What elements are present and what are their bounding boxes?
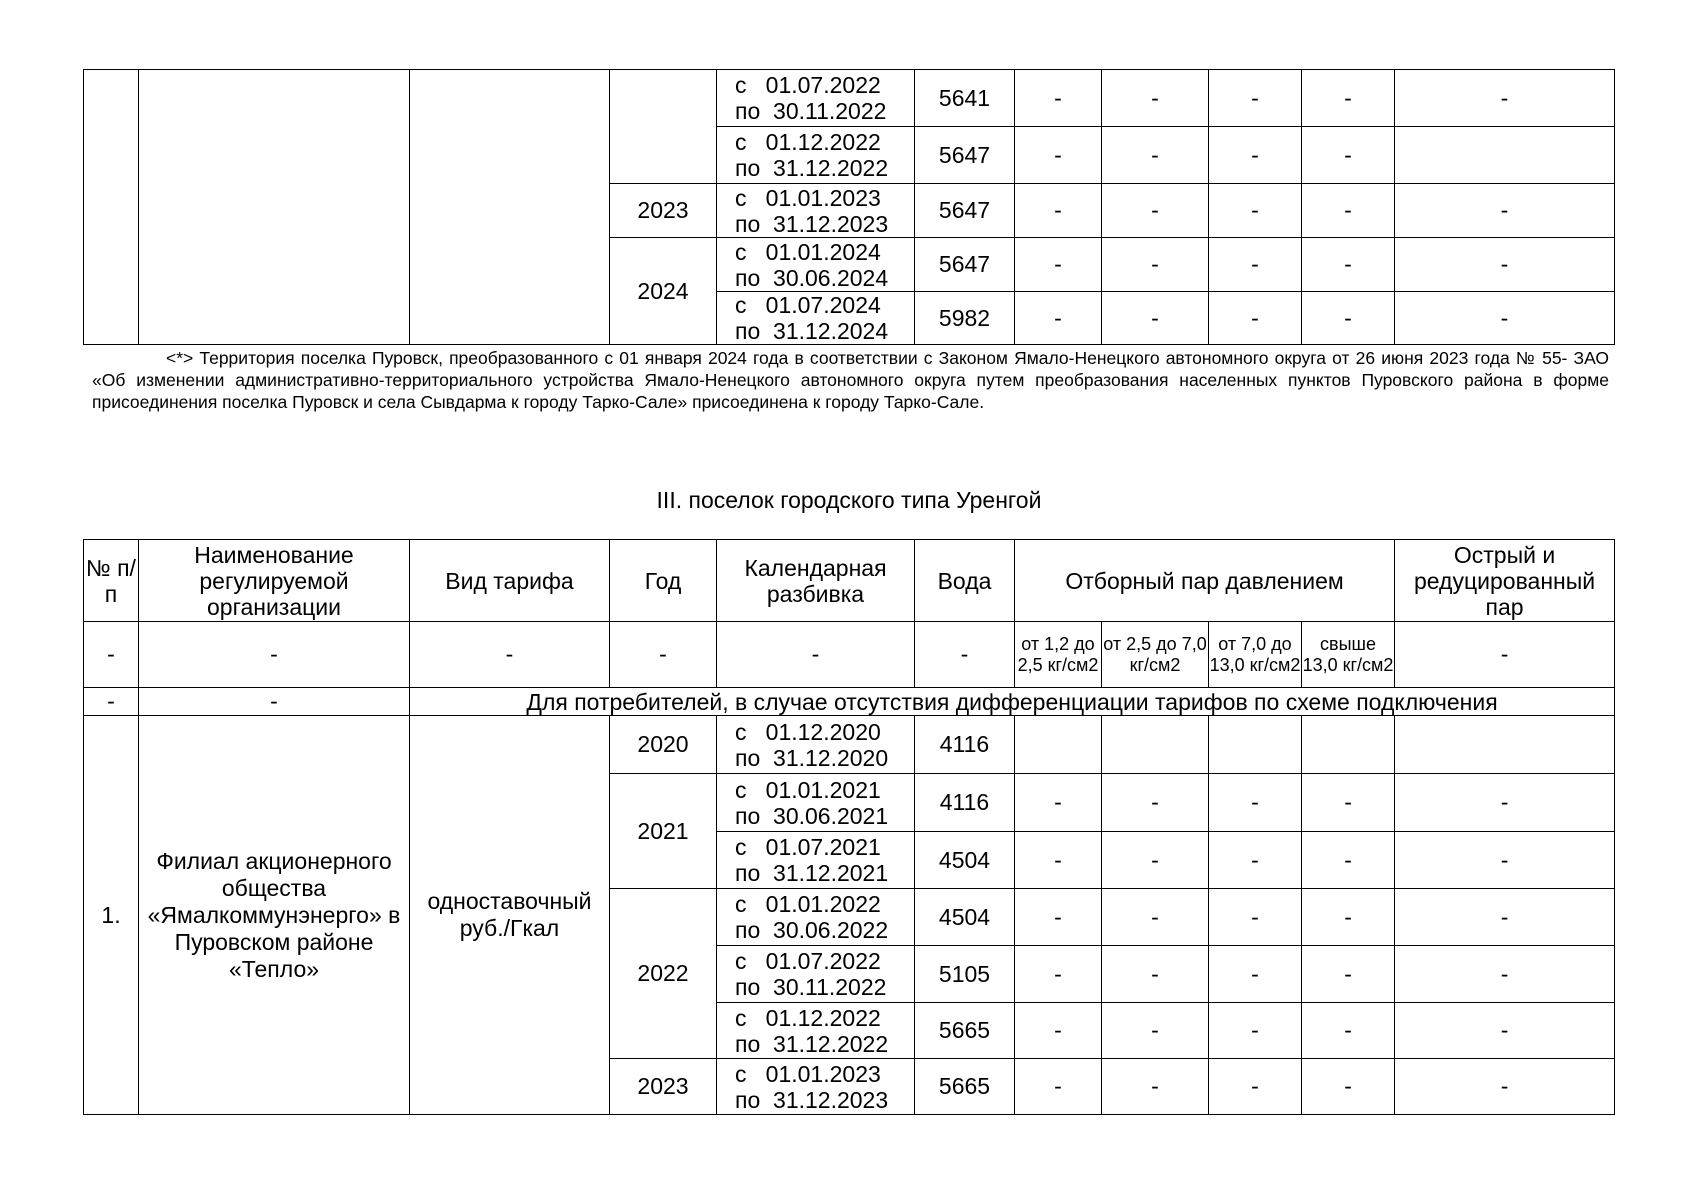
consumers-row (84, 688, 1615, 716)
water-value: 4116 (915, 774, 1015, 832)
steam-p2-value: - (1102, 292, 1209, 345)
org-name: Филиал акционерного общества «Ямалкоммунэнерго» в Пуровском районе «Тепло» (139, 716, 410, 1115)
header-steam: Отборный пар давлением (1015, 540, 1395, 622)
steam-p2-value: - (1102, 1059, 1209, 1115)
year-cell: 2021 (610, 774, 717, 889)
consumers-label: Для потребителей, в случае отсутствия дифференциации тарифов по схеме подключения (410, 688, 1615, 716)
dash-cell: - (139, 622, 410, 688)
org-cell (139, 70, 410, 345)
header-pressure-1: от 1,2 до 2,5 кг/см2 (1015, 622, 1102, 688)
steam-p3-value: - (1209, 238, 1302, 292)
steam-p3-value: - (1209, 889, 1302, 946)
calendar-cell: с 01.01.2023 по 31.12.2023 (717, 1059, 915, 1115)
steam-p4-value: - (1302, 889, 1395, 946)
water-value: 5647 (915, 238, 1015, 292)
header-org: Наименование регулируемой организации (139, 540, 410, 622)
steam-p1-value: - (1015, 184, 1102, 238)
steam-p4-value: - (1302, 1059, 1395, 1115)
steam-p4-value: - (1302, 1003, 1395, 1059)
steam-p3-value: - (1209, 946, 1302, 1003)
org-number: 1. (84, 716, 139, 1115)
year-cell: 2022 (610, 889, 717, 1059)
steam-p2-value: - (1102, 70, 1209, 127)
steam-p2-value: - (1102, 832, 1209, 889)
dash-cell: - (84, 622, 139, 688)
footnote: <*> Территория поселка Пуровск, преобразованного с 01 января 2024 года в соответствии с Законом Ямало-Ненецкого автономного округа от 26 июня 2023 года № 55- ЗАО «Об изменении административно-территориального устройства Ямало-Ненецкого автономного округа путем преобразования населенных пунктов Пуровского района в форме присоединения поселка Пуровск и села Сывдарма к городу Тарко-Сале» присоединена к городу Тарко-Сале. (92, 348, 1609, 412)
steam-p4-value: - (1302, 238, 1395, 292)
calendar-cell: с 01.12.2020 по 31.12.2020 (717, 716, 915, 774)
steam-p2-value (1102, 716, 1209, 774)
dash-cell: - (610, 622, 717, 688)
calendar-cell: с 01.01.2022 по 30.06.2022 (717, 889, 915, 946)
steam-p3-value: - (1209, 292, 1302, 345)
year-cell (610, 70, 717, 184)
tariff-type: одноставочный руб./Гкал (410, 716, 610, 1115)
steam-p4-value: - (1302, 292, 1395, 345)
steam-p1-value: - (1015, 1059, 1102, 1115)
header-calendar: Календарная разбивка (717, 540, 915, 622)
acute-steam-value: - (1395, 1059, 1615, 1115)
calendar-cell: с 01.01.2024 по 30.06.2024 (717, 238, 915, 292)
header-num: № п/п (84, 540, 139, 622)
section-title: III. поселок городского типа Уренгой (656, 487, 1042, 513)
header-pressure-2: от 2,5 до 7,0 кг/см2 (1102, 622, 1209, 688)
steam-p2-value: - (1102, 946, 1209, 1003)
water-value: 5641 (915, 70, 1015, 127)
header-tariff: Вид тарифа (410, 540, 610, 622)
steam-p1-value: - (1015, 1003, 1102, 1059)
steam-p3-value: - (1209, 832, 1302, 889)
header-year: Год (610, 540, 717, 622)
steam-p4-value: - (1302, 70, 1395, 127)
steam-p1-value: - (1015, 292, 1102, 345)
water-value: 5647 (915, 127, 1015, 184)
steam-p1-value: - (1015, 889, 1102, 946)
steam-p4-value: - (1302, 184, 1395, 238)
dash-cell: - (1395, 622, 1615, 688)
steam-p1-value: - (1015, 946, 1102, 1003)
water-value: 4504 (915, 832, 1015, 889)
acute-steam-value: - (1395, 70, 1615, 127)
steam-p1-value: - (1015, 127, 1102, 184)
num-cell (84, 70, 139, 345)
header-row (84, 540, 1615, 622)
dash-cell: - (717, 622, 915, 688)
steam-p4-value (1302, 716, 1395, 774)
steam-p2-value: - (1102, 127, 1209, 184)
acute-steam-value: - (1395, 832, 1615, 889)
header-water: Вода (915, 540, 1015, 622)
steam-p2-value: - (1102, 774, 1209, 832)
calendar-cell: с 01.07.2024 по 31.12.2024 (717, 292, 915, 345)
acute-steam-value (1395, 127, 1615, 184)
header-pressure-3: от 7,0 до 13,0 кг/см2 (1209, 622, 1302, 688)
steam-p3-value: - (1209, 774, 1302, 832)
calendar-cell: с 01.12.2022 по 31.12.2022 (717, 127, 915, 184)
calendar-cell: с 01.01.2021 по 30.06.2021 (717, 774, 915, 832)
calendar-cell: с 01.07.2022 по 30.11.2022 (717, 946, 915, 1003)
water-value: 5665 (915, 1059, 1015, 1115)
year-cell: 2023 (610, 184, 717, 238)
dash-cell: - (915, 622, 1015, 688)
steam-p4-value: - (1302, 127, 1395, 184)
water-value: 5647 (915, 184, 1015, 238)
acute-steam-value: - (1395, 946, 1615, 1003)
header-pressure-4: свыше 13,0 кг/см2 (1302, 622, 1395, 688)
steam-p3-value: - (1209, 1059, 1302, 1115)
table-row (84, 70, 1615, 127)
acute-steam-value: - (1395, 774, 1615, 832)
calendar-cell: с 01.07.2021 по 31.12.2021 (717, 832, 915, 889)
steam-p3-value: - (1209, 70, 1302, 127)
year-cell: 2024 (610, 238, 717, 345)
acute-steam-value (1395, 716, 1615, 774)
water-value: 5105 (915, 946, 1015, 1003)
acute-steam-value: - (1395, 292, 1615, 345)
tariff-table-urengoy (83, 539, 1615, 1115)
steam-p3-value: - (1209, 127, 1302, 184)
steam-p2-value: - (1102, 238, 1209, 292)
water-value: 4504 (915, 889, 1015, 946)
dash-cell: - (84, 688, 139, 716)
steam-p1-value: - (1015, 238, 1102, 292)
water-value: 5665 (915, 1003, 1015, 1059)
tariff-table-continuation (83, 69, 1615, 345)
steam-p1-value: - (1015, 832, 1102, 889)
steam-p1-value: - (1015, 774, 1102, 832)
acute-steam-value: - (1395, 1003, 1615, 1059)
table-row (84, 716, 1615, 774)
steam-p4-value: - (1302, 832, 1395, 889)
dash-cell: - (139, 688, 410, 716)
header-acute: Острый и редуцированный пар (1395, 540, 1615, 622)
steam-p4-value: - (1302, 774, 1395, 832)
acute-steam-value: - (1395, 238, 1615, 292)
steam-p4-value: - (1302, 946, 1395, 1003)
acute-steam-value: - (1395, 184, 1615, 238)
steam-p3-value (1209, 716, 1302, 774)
calendar-cell: с 01.07.2022 по 30.11.2022 (717, 70, 915, 127)
calendar-cell: с 01.12.2022 по 31.12.2022 (717, 1003, 915, 1059)
steam-p2-value: - (1102, 1003, 1209, 1059)
subheader-row (84, 622, 1615, 688)
tariff-cell (410, 70, 610, 345)
steam-p2-value: - (1102, 889, 1209, 946)
steam-p3-value: - (1209, 184, 1302, 238)
water-value: 5982 (915, 292, 1015, 345)
steam-p1-value (1015, 716, 1102, 774)
calendar-cell: с 01.01.2023 по 31.12.2023 (717, 184, 915, 238)
water-value: 4116 (915, 716, 1015, 774)
steam-p3-value: - (1209, 1003, 1302, 1059)
year-cell: 2020 (610, 716, 717, 774)
year-cell: 2023 (610, 1059, 717, 1115)
acute-steam-value: - (1395, 889, 1615, 946)
steam-p2-value: - (1102, 184, 1209, 238)
steam-p1-value: - (1015, 70, 1102, 127)
dash-cell: - (410, 622, 610, 688)
